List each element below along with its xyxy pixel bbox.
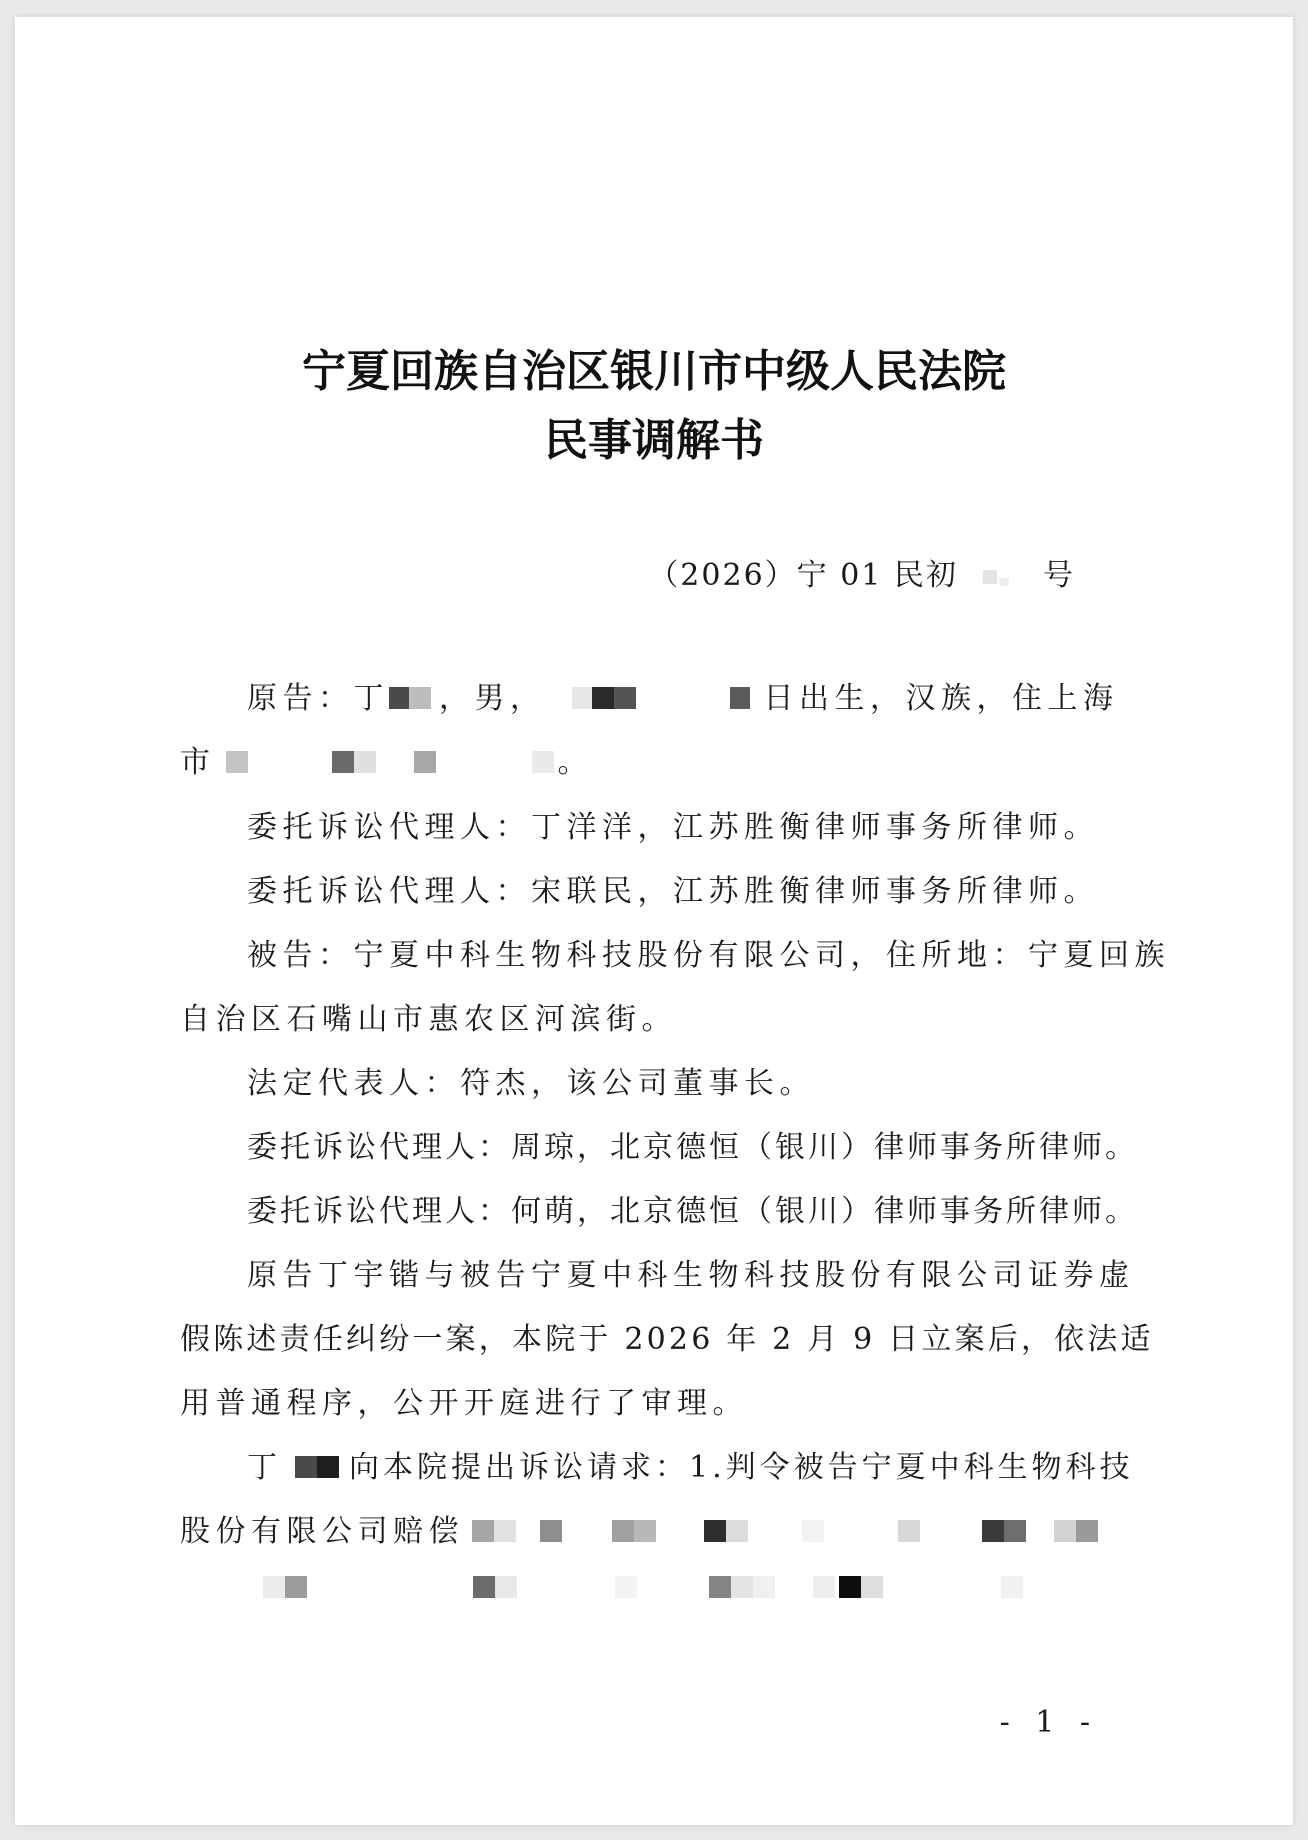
redaction-block — [409, 687, 431, 709]
case-number-suffix: 号 — [1043, 558, 1075, 593]
redacted-case-number — [969, 564, 1031, 590]
claim-plaintiff: 丁 — [247, 1450, 281, 1485]
redaction-block — [532, 751, 554, 773]
redaction-block — [1076, 1520, 1098, 1542]
agent-line-1: 委托诉讼代理人：丁洋洋，江苏胜衡律师事务所律师。 — [247, 810, 1099, 845]
redaction-block — [473, 1576, 495, 1598]
court-title: 宁夏回族自治区银川市中级人民法院 — [302, 346, 1006, 397]
case-line-1: 原告丁宇锴与被告宁夏中科生物科技股份有限公司证券虚 — [247, 1258, 1135, 1293]
redaction-block — [861, 1576, 883, 1598]
case-line-2: 假陈述责任纠纷一案，本院于 2026 年 2 月 9 日立案后，依法适 — [180, 1322, 1154, 1357]
agent-line-4: 委托诉讼代理人：何萌，北京德恒（银川）律师事务所律师。 — [247, 1194, 1138, 1229]
case-number-prefix: （2026）宁 01 民初 — [648, 558, 958, 593]
redaction-block — [634, 1520, 656, 1542]
redaction-block — [802, 1520, 824, 1542]
agent-line-2: 委托诉讼代理人：宋联民，江苏胜衡律师事务所律师。 — [247, 874, 1099, 909]
redaction-block — [495, 1576, 517, 1598]
plaintiff-line-1 — [247, 673, 1119, 717]
defendant-line-1: 被告：宁夏中科生物科技股份有限公司，住所地：宁夏回族 — [247, 938, 1170, 973]
redaction-block — [295, 1456, 317, 1478]
redaction-block — [1054, 1520, 1076, 1542]
redaction-block — [1001, 1576, 1023, 1598]
redaction-block — [285, 1576, 307, 1598]
legal-representative: 法定代表人：符杰，该公司董事长。 — [247, 1066, 815, 1101]
redaction-block — [982, 1520, 1004, 1542]
agent-line-3: 委托诉讼代理人：周琼，北京德恒（银川）律师事务所律师。 — [247, 1130, 1138, 1165]
redaction-block — [709, 1576, 731, 1598]
redaction-block — [612, 1520, 634, 1542]
redaction-block — [572, 687, 592, 709]
redaction-block — [753, 1576, 775, 1598]
case-number — [648, 550, 1075, 594]
redaction-block — [472, 1520, 494, 1542]
redaction-block — [1004, 1520, 1026, 1542]
page-number: - 1 - — [999, 1705, 1098, 1740]
redaction-block — [494, 1520, 516, 1542]
redaction-block — [263, 1576, 285, 1598]
redaction-block — [354, 751, 376, 773]
claim-request: 向本院提出诉讼请求：1.判令被告宁夏中科生物科技 — [349, 1450, 1134, 1485]
document-title: 民事调解书 — [544, 415, 764, 466]
plaintiff-label: 原告：丁 — [247, 681, 389, 716]
redacted-line — [263, 1570, 1023, 1605]
plaintiff-birth-residence: 日出生，汉族，住上海 — [763, 681, 1119, 716]
claim-line-1 — [247, 1442, 1134, 1486]
redaction-block — [614, 687, 636, 709]
redaction-block — [226, 751, 248, 773]
redaction-block — [731, 1576, 753, 1598]
redaction-block — [726, 1520, 748, 1542]
claim-line-2 — [180, 1506, 1098, 1550]
defendant-line-2: 自治区石嘴山市惠农区河滨街。 — [180, 1002, 677, 1037]
redaction-block — [332, 751, 354, 773]
redaction-block — [704, 1520, 726, 1542]
case-line-3: 用普通程序，公开开庭进行了审理。 — [180, 1386, 748, 1421]
plaintiff-line-2 — [180, 737, 593, 781]
plaintiff-gender: ，男， — [439, 681, 546, 716]
redaction-block — [317, 1456, 339, 1478]
redaction-block — [615, 1576, 637, 1598]
redaction-block — [813, 1576, 835, 1598]
redaction-block — [414, 751, 436, 773]
redaction-block — [540, 1520, 562, 1542]
claim-compensation: 股份有限公司赔偿 — [180, 1514, 464, 1549]
plaintiff-city: 市 — [180, 745, 216, 780]
redaction-block — [730, 687, 750, 709]
redaction-block — [839, 1576, 861, 1598]
redaction-block — [592, 687, 614, 709]
redaction-block — [389, 687, 409, 709]
plaintiff-end: 。 — [557, 745, 593, 780]
document-page — [15, 17, 1293, 1825]
redaction-block — [898, 1520, 920, 1542]
